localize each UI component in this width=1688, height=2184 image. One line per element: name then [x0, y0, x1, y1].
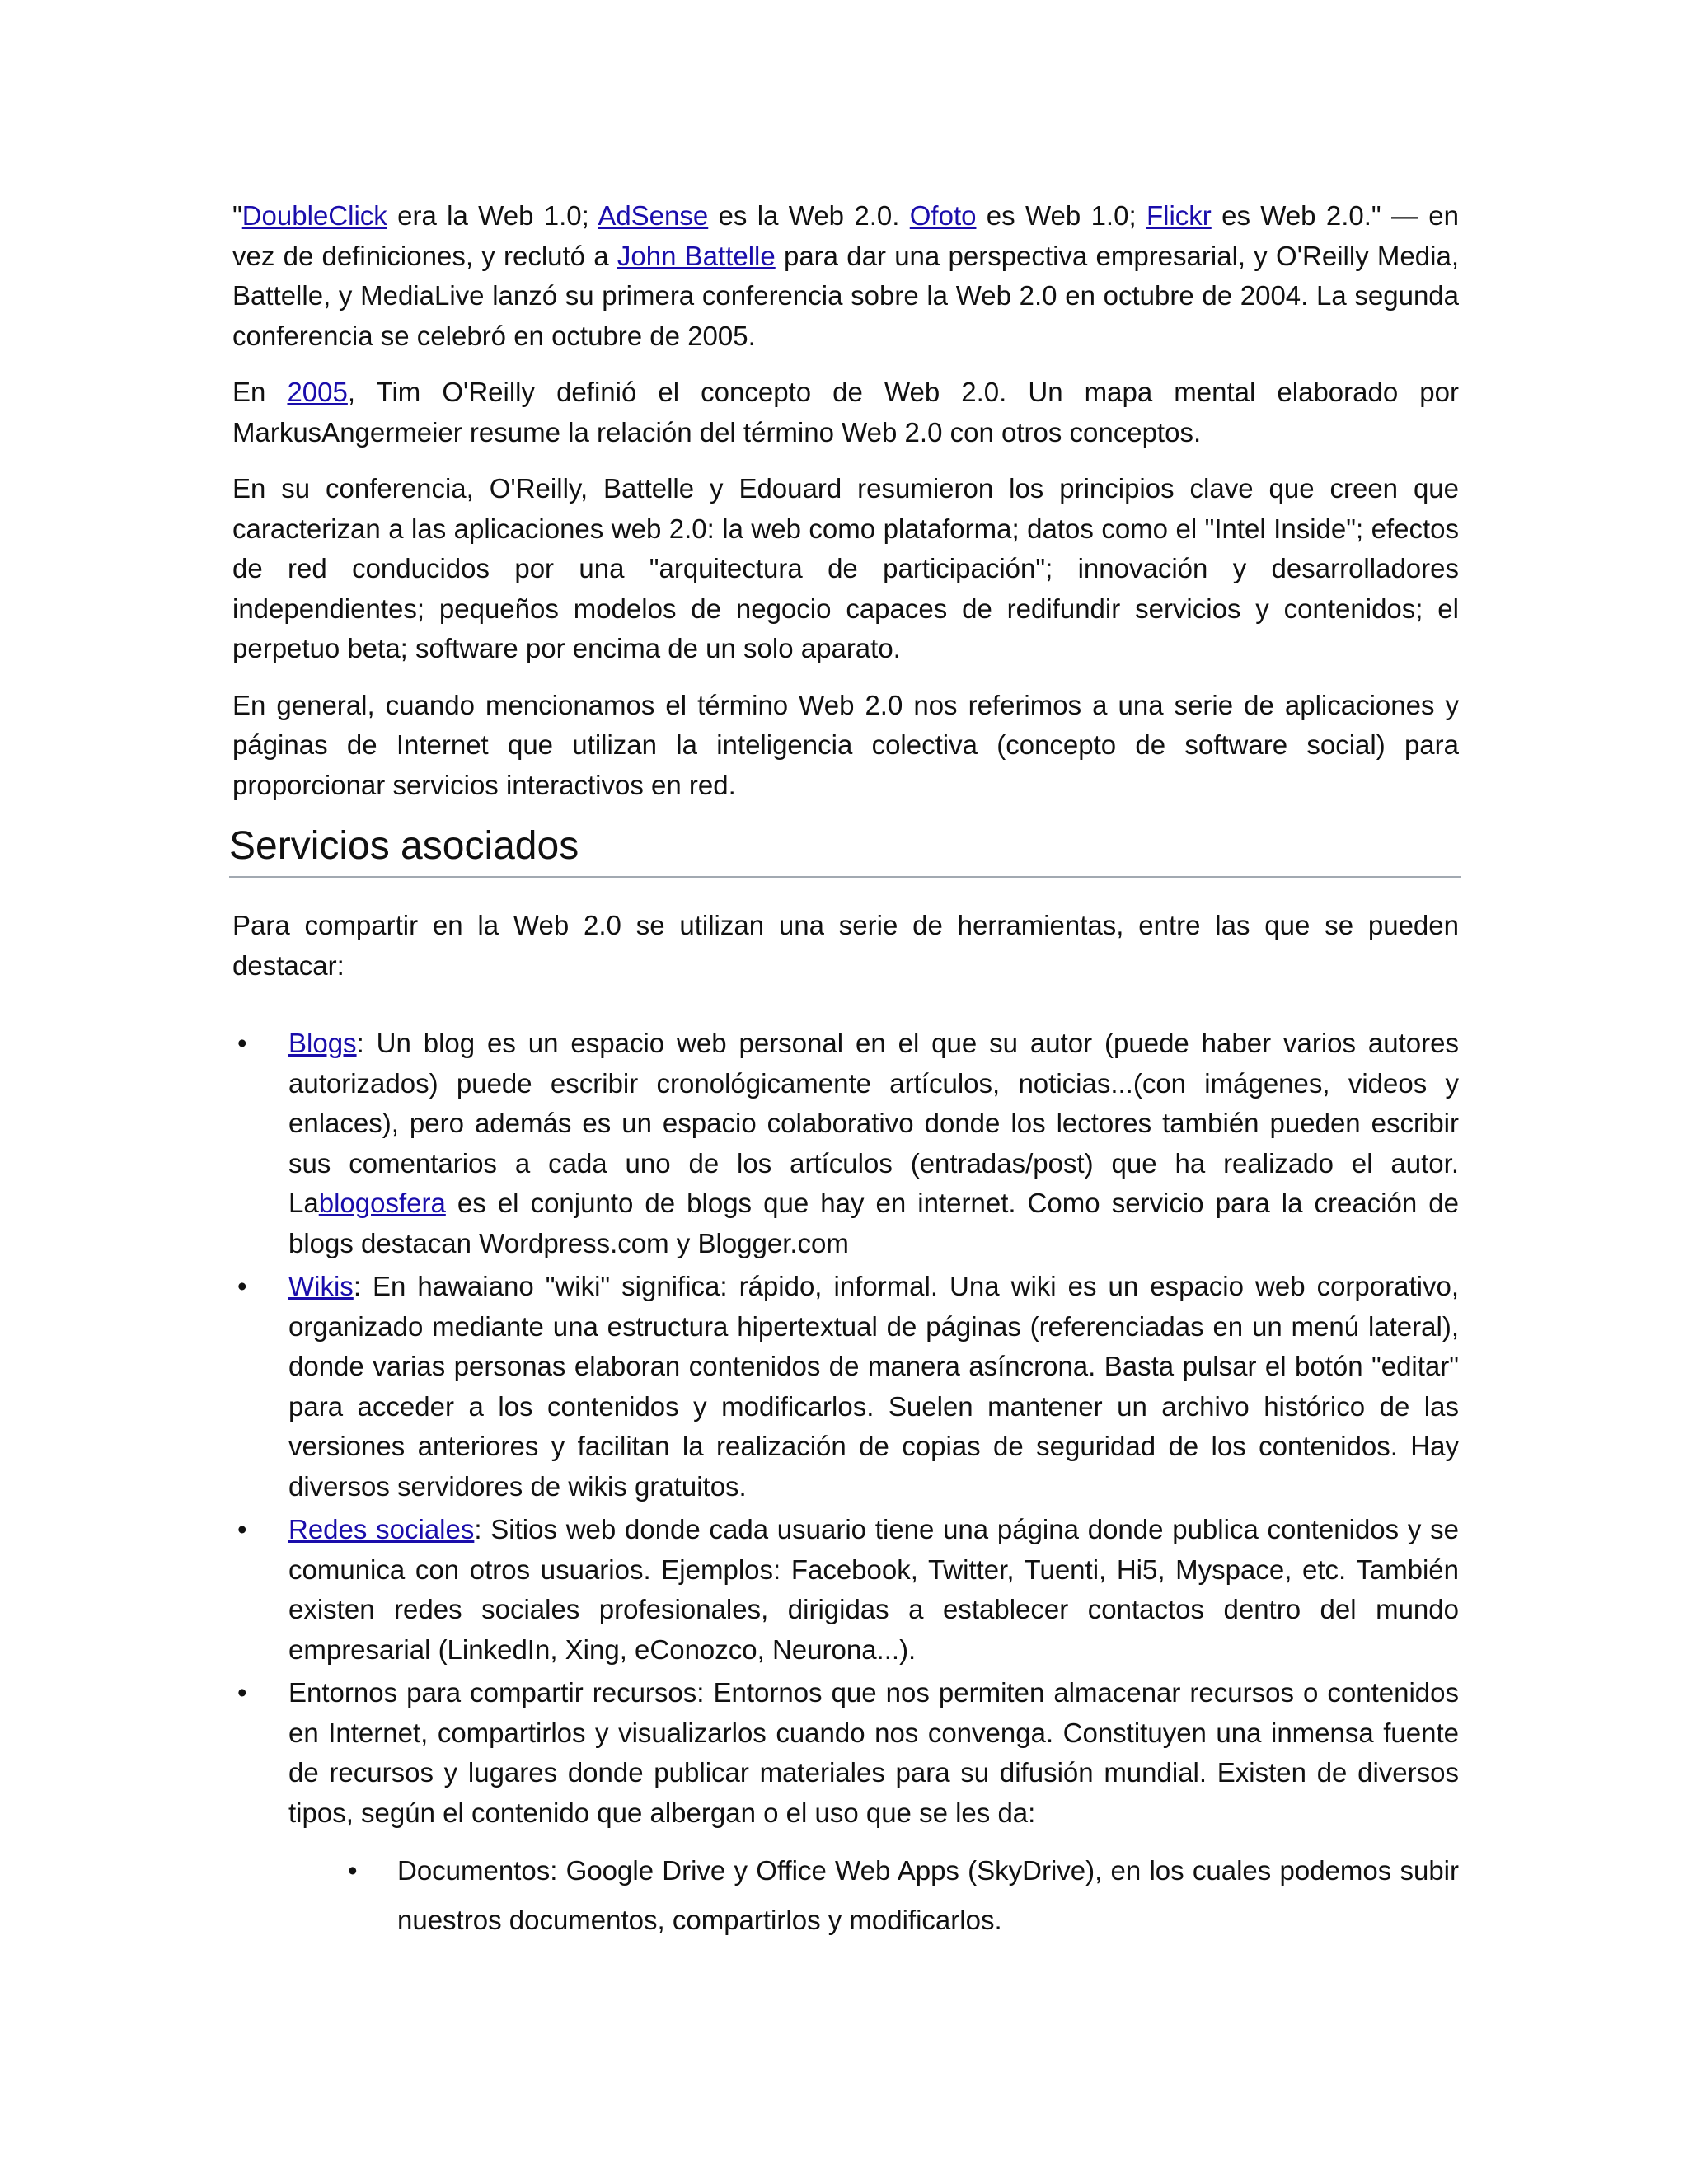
document-page — [229, 196, 1459, 1948]
link-adsense[interactable]: AdSense — [598, 200, 709, 231]
text-run: : En hawaiano "wiki" significa: rápido, informal. Una wiki es un espacio web corporativo, organizado mediante una estructura hipertextual de páginas (referenciadas en un menú lateral), donde varias personas elaboran contenidos de manera asíncrona. Basta pulsar el botón "editar" para acceder a los contenidos y modificarlos. Suelen mantener un archivo histórico de las versiones anteriores y facilitan la realización de copias de seguridad de los contenidos. Hay diversos servidores de wikis gratuitos. — [288, 1271, 1459, 1502]
text-run: En — [232, 377, 288, 407]
paragraph-general: En general, cuando mencionamos el término Web 2.0 nos referimos a una serie de aplicaciones y páginas de Internet que utilizan la inteligencia colectiva (concepto de software social) para proporcionar servicios interactivos en red. — [232, 689, 1459, 800]
link-blogs[interactable]: Blogs — [288, 1028, 357, 1058]
text-run: es el conjunto de blogs que hay en internet. Como servicio para la creación de blogs destacan Wordpress.com y Blogger.com — [288, 1188, 1459, 1258]
resources-sublist — [288, 1846, 1459, 1945]
text-run: para dar una perspectiva empresarial, y O'Reilly Media, Battelle, y MediaLive lanzó su primera conferencia sobre la Web 2.0 en octubre de 2004. La segunda conferencia se celebró en octubre de 2005. — [232, 240, 1459, 351]
list-item-entornos — [232, 1673, 1459, 1945]
link-john-battelle[interactable]: John Battelle — [617, 240, 776, 271]
list-item-blogs — [232, 1024, 1459, 1263]
text-run: , Tim O'Reilly definió el concepto de Web 2.0. Un mapa mental elaborado por MarkusAngermeier resume la relación del término Web 2.0 con otros conceptos. — [232, 377, 1459, 448]
text-run: es la Web 2.0. — [708, 200, 910, 231]
link-2005[interactable]: 2005 — [287, 377, 348, 407]
sublist-item-documentos: • Documentos: Google Drive y Office Web Apps (SkyDrive), en los cuales podemos subir nuestros documentos, compartirlos y modificarlos. — [288, 1846, 1459, 1945]
link-flickr[interactable]: Flickr — [1146, 200, 1212, 231]
text-run: era la Web 1.0; — [387, 200, 598, 231]
services-list — [232, 1024, 1459, 1945]
paragraph-2005 — [232, 373, 1459, 452]
link-wikis[interactable]: Wikis — [288, 1271, 354, 1301]
text-run: : Sitios web donde cada usuario tiene una página donde publica contenidos y se comunica con otros usuarios. Ejemplos: Facebook, Twitter, Tuenti, Hi5, Myspace, etc. También existen redes sociales profesionales, dirigidas a establecer contactos dentro del mundo empresarial (LinkedIn, Xing, eConozco, Neurona...). — [288, 1514, 1459, 1665]
paragraph-web-definitions — [232, 196, 1459, 356]
link-doubleclick[interactable]: DoubleClick — [241, 200, 387, 231]
paragraph-principles: En su conferencia, O'Reilly, Battelle y Edouard resumieron los principios clave que creen que caracterizan a las aplicaciones web 2.0: la web como plataforma; datos como el "Intel Inside"; efectos de red conducidos por una "arquitectura de participación"; innovación y desarrolladores independientes; pequeños modelos de negocio capaces de redifundir servicios y contenidos; el perpetuo beta; software por encima de un solo aparato. — [232, 473, 1459, 663]
section-intro: Para compartir en la Web 2.0 se utilizan una serie de herramientas, entre las que se pueden destacar: — [232, 910, 1459, 981]
text-run: " — [232, 200, 242, 231]
text-run: Entornos para compartir recursos: Entornos que nos permiten almacenar recursos o contenidos en Internet, compartirlos y visualizarlos cuando nos convenga. Constituyen una inmensa fuente de recursos y lugares donde publicar materiales para su difusión mundial. Existen de diversos tipos, según el contenido que albergan o el uso que se les da: — [288, 1677, 1459, 1828]
link-ofoto[interactable]: Ofoto — [909, 200, 977, 231]
list-item-wikis — [232, 1267, 1459, 1507]
list-item-redes-sociales — [232, 1510, 1459, 1670]
section-heading: Servicios asociados — [229, 822, 1461, 878]
text-run: : Un blog es un espacio web personal en el que su autor (puede haber varios autores autorizados) puede escribir cronológicamente artículos, noticias...(con imágenes, videos y enlaces), pero además es un espacio colaborativo donde los lectores también pueden escribir sus comentarios a cada uno de los artículos (entradas/post) que ha realizado el autor. La — [288, 1028, 1459, 1218]
text-run: es Web 1.0; — [976, 200, 1146, 231]
link-redes-sociales[interactable]: Redes sociales — [288, 1514, 475, 1544]
text-run: es Web 2.0." — en vez de definiciones, y reclutó a — [232, 200, 1459, 271]
link-blogosfera[interactable]: blogosfera — [318, 1188, 446, 1218]
